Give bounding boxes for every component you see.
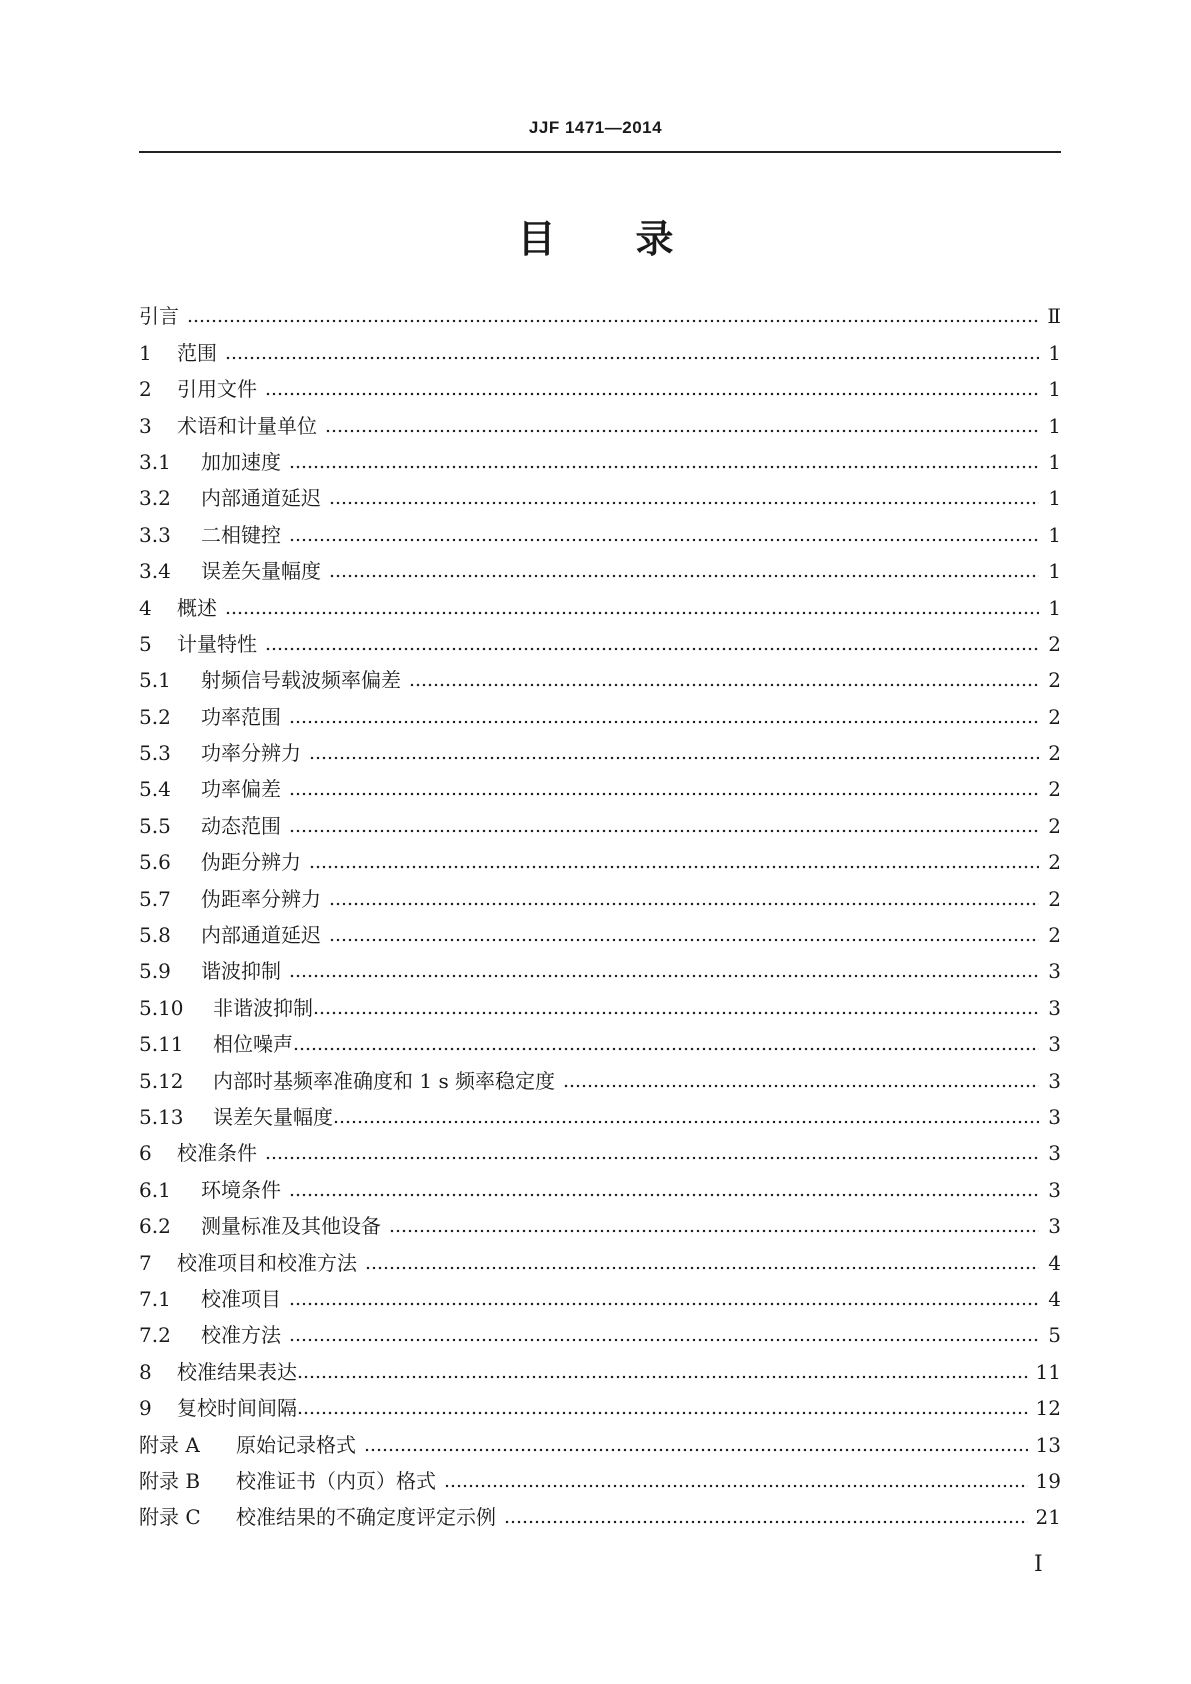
- toc-entry-title: 校准项目和校准方法: [177, 1250, 357, 1275]
- toc-entry-number: 6.1: [139, 1177, 171, 1202]
- toc-entry-number: 1: [139, 340, 152, 365]
- dot-leader: [289, 465, 1039, 469]
- toc-entry-page: 2: [1048, 923, 1061, 948]
- toc-entry-page: 13: [1035, 1432, 1061, 1457]
- toc-entry[interactable]: [139, 1167, 1061, 1203]
- toc-entry[interactable]: [139, 476, 1061, 512]
- toc-entry[interactable]: [139, 913, 1061, 949]
- toc-entry-page: 2: [1048, 886, 1061, 911]
- toc-entry-title: 非谐波抑制: [213, 995, 313, 1020]
- toc-entry[interactable]: [139, 512, 1061, 548]
- toc-entry[interactable]: [139, 1277, 1061, 1313]
- toc-entry-title: 校准结果的不确定度评定示例: [236, 1505, 496, 1530]
- dot-leader: [364, 1448, 1028, 1452]
- toc-entry-title: 伪距分辨力: [201, 850, 301, 875]
- toc-entry-title: 动态范围: [201, 813, 281, 838]
- toc-entry-page: 19: [1035, 1468, 1061, 1493]
- toc-entry-title: 校准项目: [201, 1286, 281, 1311]
- toc-entry-number: 3.1: [139, 449, 171, 474]
- dot-leader: [225, 356, 1039, 360]
- toc-entry[interactable]: [139, 1386, 1061, 1422]
- dot-leader: [289, 792, 1039, 796]
- toc-entry-page: 1: [1048, 413, 1061, 438]
- toc-entry-number: 6: [139, 1141, 152, 1166]
- toc-entry-number: 3.4: [139, 559, 171, 584]
- toc-entry[interactable]: [139, 731, 1061, 767]
- toc-entry-page: 1: [1048, 486, 1061, 511]
- toc-entry-title: 误差矢量幅度: [201, 559, 321, 584]
- dot-leader: [333, 1120, 1039, 1124]
- toc-entry-number: 7: [139, 1250, 152, 1275]
- toc-entry-title: 相位噪声: [213, 1032, 293, 1057]
- toc-entry-number: 5.1: [139, 668, 171, 693]
- toc-entry-page: 1: [1048, 595, 1061, 620]
- toc-entry[interactable]: [139, 767, 1061, 803]
- dot-leader: [293, 1047, 1039, 1051]
- toc-entry-number: 2: [139, 377, 152, 402]
- toc-entry-number: 5.3: [139, 741, 171, 766]
- toc-entry-title: 术语和计量单位: [177, 413, 317, 438]
- toc-entry-page: 3: [1048, 1141, 1061, 1166]
- dot-leader: [265, 1156, 1039, 1160]
- toc-entry-number: 4: [139, 595, 152, 620]
- toc-entry-title: 功率偏差: [201, 777, 281, 802]
- toc-entry[interactable]: [139, 1058, 1061, 1094]
- dot-leader: [329, 574, 1039, 578]
- toc-entry[interactable]: [139, 1349, 1061, 1385]
- toc-entry-number: 附录 B: [139, 1468, 201, 1493]
- dot-leader: [289, 1338, 1039, 1342]
- toc-entry-title: 功率范围: [201, 704, 281, 729]
- toc-entry-number: 7.2: [139, 1323, 171, 1348]
- toc-entry-number: 6.2: [139, 1214, 171, 1239]
- dot-leader: [289, 720, 1039, 724]
- toc-entry[interactable]: [139, 1131, 1061, 1167]
- dot-leader: [187, 319, 1039, 323]
- toc-entry[interactable]: [139, 658, 1061, 694]
- toc-entry[interactable]: [139, 549, 1061, 585]
- dot-leader: [309, 756, 1039, 760]
- toc-entry-number: 5: [139, 631, 152, 656]
- toc-entry-page: 3: [1048, 1032, 1061, 1057]
- toc-entry[interactable]: [139, 1095, 1061, 1131]
- toc-entry-page: 1: [1048, 377, 1061, 402]
- page-number: I: [1034, 1552, 1043, 1577]
- toc-entry-page: 3: [1048, 959, 1061, 984]
- toc-entry-page: 5: [1048, 1323, 1061, 1348]
- toc-entry-page: Ⅱ: [1047, 304, 1061, 329]
- toc-entry-page: 12: [1035, 1396, 1061, 1421]
- toc-entry[interactable]: [139, 803, 1061, 839]
- toc-entry-title: 校准条件: [177, 1141, 257, 1166]
- toc-entry-title: 内部通道延迟: [201, 923, 321, 948]
- toc-entry[interactable]: [139, 622, 1061, 658]
- dot-leader: [329, 902, 1039, 906]
- toc-entry-page: 4: [1048, 1250, 1061, 1275]
- table-of-contents: [139, 294, 1061, 1531]
- toc-entry[interactable]: [139, 330, 1061, 366]
- dot-leader: [325, 429, 1039, 433]
- dot-leader: [309, 865, 1039, 869]
- toc-entry-title: 伪距率分辨力: [201, 886, 321, 911]
- toc-entry-title: 内部时基频率准确度和 1 s 频率稳定度: [213, 1068, 556, 1093]
- toc-entry[interactable]: [139, 1313, 1061, 1349]
- toc-entry-number: 5.7: [139, 886, 171, 911]
- toc-entry-page: 4: [1048, 1286, 1061, 1311]
- toc-entry-page: 1: [1048, 559, 1061, 584]
- toc-entry-title: 测量标准及其他设备: [201, 1214, 381, 1239]
- toc-entry[interactable]: [139, 876, 1061, 912]
- dot-leader: [265, 392, 1039, 396]
- toc-entry-page: 3: [1048, 1214, 1061, 1239]
- toc-entry[interactable]: [139, 367, 1061, 403]
- toc-entry-title: 校准方法: [201, 1323, 281, 1348]
- dot-leader: [297, 1411, 1028, 1415]
- dot-leader: [265, 647, 1039, 651]
- toc-entry-title: 射频信号载波频率偏差: [201, 668, 401, 693]
- toc-entry[interactable]: [139, 949, 1061, 985]
- toc-entry-page: 2: [1048, 668, 1061, 693]
- dot-leader: [289, 1302, 1039, 1306]
- toc-entry-page: 3: [1048, 995, 1061, 1020]
- toc-entry[interactable]: [139, 294, 1061, 330]
- toc-entry-page: 3: [1048, 1177, 1061, 1202]
- toc-entry-title: 校准结果表达: [177, 1359, 297, 1384]
- toc-entry-title: 引言: [139, 304, 179, 329]
- toc-entry-number: 5.4: [139, 777, 171, 802]
- toc-entry[interactable]: [139, 694, 1061, 730]
- toc-entry-page: 2: [1048, 741, 1061, 766]
- toc-entry-title: 环境条件: [201, 1177, 281, 1202]
- toc-entry-page: 21: [1035, 1505, 1061, 1530]
- toc-entry-number: 5.11: [139, 1032, 184, 1057]
- toc-entry-number: 附录 A: [139, 1432, 200, 1457]
- toc-entry-number: 5.13: [139, 1104, 184, 1129]
- dot-leader: [365, 1266, 1039, 1270]
- toc-entry-number: 5.9: [139, 959, 171, 984]
- toc-entry-number: 5.12: [139, 1068, 184, 1093]
- toc-entry-number: 7.1: [139, 1286, 171, 1311]
- toc-entry-number: 5.2: [139, 704, 171, 729]
- header-rule: [139, 151, 1061, 153]
- toc-entry-number: 8: [139, 1359, 152, 1384]
- toc-entry[interactable]: [139, 585, 1061, 621]
- toc-entry-title: 误差矢量幅度: [213, 1104, 333, 1129]
- toc-entry-page: 2: [1048, 777, 1061, 802]
- toc-entry[interactable]: [139, 1240, 1061, 1276]
- toc-entry-title: 功率分辨力: [201, 741, 301, 766]
- toc-entry-number: 5.5: [139, 813, 171, 838]
- dot-leader: [225, 611, 1039, 615]
- toc-entry-page: 2: [1048, 850, 1061, 875]
- toc-entry-number: 5.10: [139, 995, 184, 1020]
- toc-entry-page: 11: [1035, 1359, 1061, 1384]
- dot-leader: [313, 1011, 1039, 1015]
- dot-leader: [504, 1520, 1028, 1524]
- dot-leader: [409, 683, 1039, 687]
- document-header-code: JJF 1471—2014: [528, 118, 663, 137]
- dot-leader: [289, 538, 1039, 542]
- title-char-2: 录: [635, 217, 674, 261]
- toc-entry-number: 附录 C: [139, 1505, 201, 1530]
- toc-entry-page: 1: [1048, 449, 1061, 474]
- toc-entry-title: 概述: [177, 595, 217, 620]
- toc-entry[interactable]: [139, 1204, 1061, 1240]
- toc-entry[interactable]: [139, 985, 1061, 1021]
- dot-leader: [289, 1193, 1039, 1197]
- toc-entry[interactable]: [139, 840, 1061, 876]
- toc-entry-title: 引用文件: [177, 377, 257, 402]
- toc-entry-title: 校准证书（内页）格式: [236, 1468, 436, 1493]
- dot-leader: [289, 974, 1039, 978]
- toc-entry-number: 3.2: [139, 486, 171, 511]
- dot-leader: [289, 829, 1039, 833]
- title-char-1: 目: [517, 217, 556, 261]
- toc-entry-title: 复校时间间隔: [177, 1396, 297, 1421]
- toc-entry-number: 9: [139, 1396, 152, 1421]
- toc-entry-title: 二相键控: [201, 522, 281, 547]
- toc-entry[interactable]: [139, 440, 1061, 476]
- toc-entry[interactable]: [139, 403, 1061, 439]
- dot-leader: [329, 938, 1039, 942]
- toc-entry-page: 1: [1048, 340, 1061, 365]
- toc-entry-number: 5.8: [139, 923, 171, 948]
- toc-entry[interactable]: [139, 1022, 1061, 1058]
- dot-leader: [389, 1229, 1039, 1233]
- toc-entry-title: 谐波抑制: [201, 959, 281, 984]
- dot-leader: [444, 1484, 1028, 1488]
- toc-entry-page: 3: [1048, 1068, 1061, 1093]
- page-title: [0, 208, 1191, 263]
- toc-entry-number: 3.3: [139, 522, 171, 547]
- toc-entry-title: 内部通道延迟: [201, 486, 321, 511]
- dot-leader: [563, 1084, 1039, 1088]
- toc-entry-title: 原始记录格式: [236, 1432, 356, 1457]
- toc-entry[interactable]: [139, 1422, 1061, 1458]
- toc-entry-page: 3: [1048, 1104, 1061, 1129]
- toc-entry-page: 1: [1048, 522, 1061, 547]
- toc-entry-page: 2: [1048, 704, 1061, 729]
- dot-leader: [297, 1375, 1028, 1379]
- toc-entry-title: 加加速度: [201, 449, 281, 474]
- toc-entry[interactable]: [139, 1459, 1061, 1495]
- dot-leader: [329, 501, 1039, 505]
- toc-entry-title: 计量特性: [177, 631, 257, 656]
- toc-entry-number: 3: [139, 413, 152, 438]
- toc-entry[interactable]: [139, 1495, 1061, 1531]
- toc-entry-title: 范围: [177, 340, 217, 365]
- toc-entry-page: 2: [1048, 631, 1061, 656]
- toc-entry-page: 2: [1048, 813, 1061, 838]
- toc-entry-number: 5.6: [139, 850, 171, 875]
